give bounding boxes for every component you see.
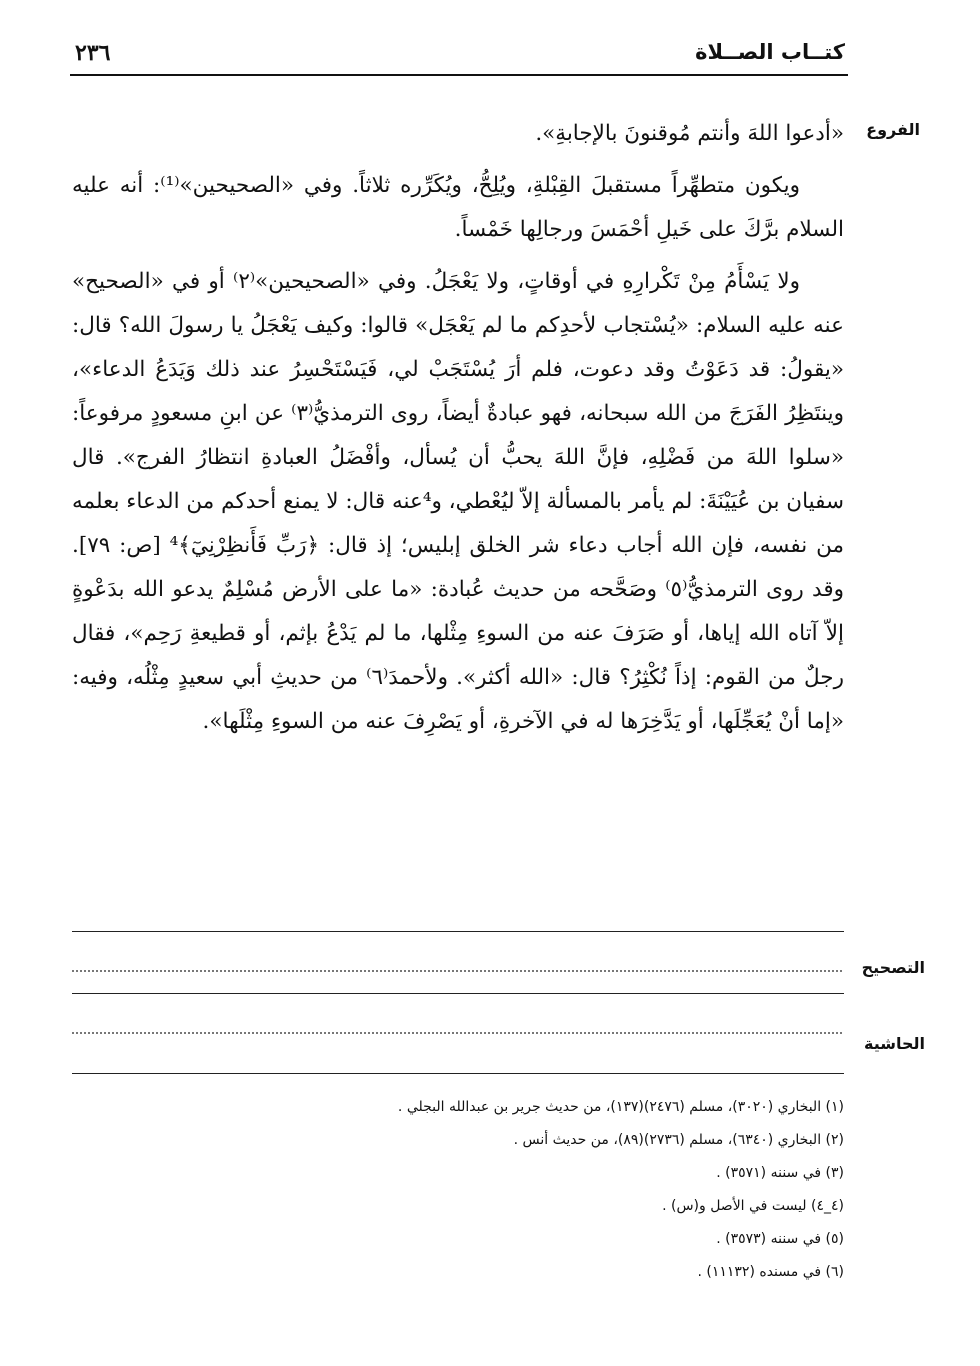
header-rule: [70, 74, 848, 76]
page-number: ٢٣٦: [75, 40, 111, 66]
book-title: كتــاب الصــلاة: [695, 40, 845, 64]
margin-label-branches: الفروع: [866, 120, 920, 139]
separator-rule: [72, 1073, 844, 1074]
footnotes: [160, 1096, 844, 1294]
footnote: (٥) في سننه (٣٥٧٣) .: [716, 1231, 844, 1247]
separator-rule: [72, 931, 844, 932]
footnote: (٦) في مسنده (١١١٣٢) .: [697, 1264, 844, 1280]
footnote: (١) البخاري (٣٠٢٠)، مسلم (٢٤٧٦)(١٣٧)، من حديث جرير بن عبدالله البجلي .: [397, 1099, 844, 1115]
main-text: [72, 112, 844, 744]
footnote: (٤_٤) ليست في الأصل و(س) .: [662, 1198, 844, 1214]
paragraph: ويكون متطهِّراً مستقبلَ القِبْلةِ، ويُلِحُّ، ويُكَرِّره ثلاثاً. وفي «الصحيحين»⁽¹⁾: أنه عليه السلام برَّكَ على خَيلِ أحْمَسَ ورجالِها خَمْساً.: [72, 173, 844, 242]
correction-line: [72, 970, 842, 972]
running-head: [75, 40, 845, 70]
paragraph: ولا يَسْأَمُ مِنْ تَكْرارِهِ في أوقاتٍ، ولا يَعْجَلُ. وفي «الصحيحين»⁽٢⁾ أو في «الصحيح» عنه عليه السلام: «يُسْتجاب لأحدِكم ما لم يَعْجَل» قالوا: وكيف يَعْجَلُ يا رسولَ الله؟ قال: «يقولُ: قد دَعَوْتُ وقد دعوت، فلم أرَ يُسْتَجَبْ لي، فَيَسْتَحْسِرُ عند ذلك وَيَدَعُ الدعاء»، وينتَظِرُ الفَرَجَ من الله سبحانه، فهو عبادةٌ أيضاً، روى الترمذيُّ⁽٣⁾ عن ابنِ مسعودٍ مرفوعاً: «سلوا اللهَ من فَضْلِهِ، فإنَّ اللهَ يحبُّ أن يُسأل، وأفْضَلُ العبادةِ انتظارُ الفرج». قال سفيان بن عُيَيْنَةَ: لم يأمر بالمسألة إلاّ ليُعْطي، و⁴عنه قال: لا يمنع أحدكم من الدعاء بعلمه من نفسه، فإن الله أجاب دعاء شر الخلق إبليس؛ إذ قال: ﴿رَبِّ فَأَنظِرْنِيٓ﴾⁴ [ص: ٧٩]. وقد روى الترمذيُّ⁽٥⁾ وصَحَّحه من حديث عُبادة: «ما على الأرض مُسْلِمٌ يدعو الله بدَعْوةٍ إلاّ آتاه الله إياها، أو صَرَفَ عنه من السوءِ مِثْلها، ما لم يَدْعُ بإثم، أو قطيعةِ رَحِم»، فقال رجلٌ من القوم: إذاً نُكْثِرُ؟ قال: «الله أكثر». ولأحمدَ⁽٦⁾ من حديثِ أبي سعيدٍ مِثْلُه، وفيه: «إما أنْ يُعَجِّلَها، أو يَدَّخِرَها له في الآخرةِ، أو يَصْرِفَ عنه من السوءِ مِثْلَها».: [72, 269, 844, 734]
paragraph: «أدعوا اللهَ وأنتم مُوقنونَ بالإجابةِ».: [535, 121, 844, 146]
annotation-line: [72, 1032, 842, 1034]
footnote: (٢) البخاري (٦٣٤٠)، مسلم (٢٧٣٦)(٨٩)، من حديث أنس .: [513, 1132, 844, 1148]
separator-rule: [72, 993, 844, 994]
margin-label-annotation: الحاشية: [864, 1034, 925, 1053]
margin-label-correction: التصحيح: [861, 958, 925, 977]
footnote: (٣) في سننه (٣٥٧١) .: [716, 1165, 844, 1181]
